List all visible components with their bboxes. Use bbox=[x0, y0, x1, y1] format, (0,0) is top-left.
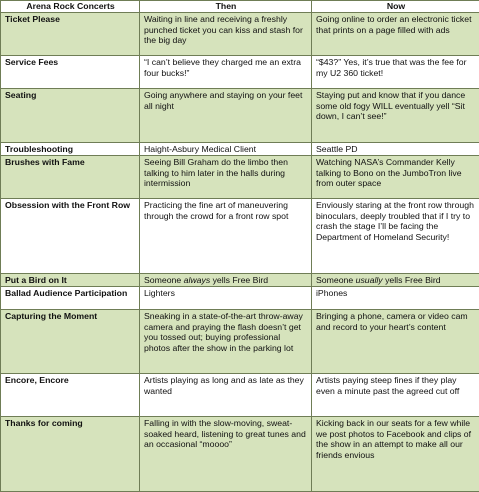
table-row bbox=[1, 89, 479, 143]
table-body bbox=[1, 13, 479, 492]
then-cell: Lighters bbox=[140, 287, 312, 310]
now-cell: iPhones bbox=[312, 287, 479, 310]
then-emphasis: always bbox=[184, 275, 211, 285]
row-topic: Service Fees bbox=[1, 56, 140, 89]
now-cell: “$43?” Yes, it’s true that was the fee for my U2 360 ticket! bbox=[312, 56, 479, 89]
now-cell: Seattle PD bbox=[312, 143, 479, 156]
now-cell: Going online to order an electronic ticket that prints on a page filled with ads bbox=[312, 13, 479, 56]
row-topic: Ticket Please bbox=[1, 13, 140, 56]
table-header bbox=[1, 1, 479, 13]
row-topic: Ballad Audience Participation bbox=[1, 287, 140, 310]
row-topic: Brushes with Fame bbox=[1, 156, 140, 199]
row-topic: Put a Bird on It bbox=[1, 274, 140, 287]
now-cell: Watching NASA’s Commander Kelly talking to Bono on the JumboTron live from outer space bbox=[312, 156, 479, 199]
row-topic: Encore, Encore bbox=[1, 374, 140, 417]
then-cell: Practicing the fine art of maneuvering through the crowd for a front row spot bbox=[140, 199, 312, 274]
table-row bbox=[1, 156, 479, 199]
then-cell: Waiting in line and receiving a freshly punched ticket you can kiss and stash for the big day bbox=[140, 13, 312, 56]
now-cell: Bringing a phone, camera or video cam and record to your heart’s content bbox=[312, 310, 479, 374]
then-cell bbox=[140, 274, 312, 287]
now-cell: Staying put and know that if you dance some old fogy WILL eventually yell “Sit down, I can’t see!” bbox=[312, 89, 479, 143]
then-cell: Seeing Bill Graham do the limbo then talking to him later in the halls during intermission bbox=[140, 156, 312, 199]
table-row bbox=[1, 56, 479, 89]
header-topic: Arena Rock Concerts bbox=[1, 1, 140, 13]
row-topic: Capturing the Moment bbox=[1, 310, 140, 374]
table-row bbox=[1, 287, 479, 310]
row-topic: Thanks for coming bbox=[1, 417, 140, 492]
then-cell: “I can’t believe they charged me an extra four bucks!” bbox=[140, 56, 312, 89]
table-row bbox=[1, 274, 479, 287]
then-text-end: yells Free Bird bbox=[210, 275, 268, 285]
now-cell: Enviously staring at the front row through binoculars, deeply troubled that if I try to crash the stage I’ll be facing the Department of Homeland Security! bbox=[312, 199, 479, 274]
header-now: Now bbox=[312, 1, 479, 13]
table-row bbox=[1, 199, 479, 274]
table-row bbox=[1, 374, 479, 417]
then-cell: Sneaking in a state-of-the-art throw-away camera and praying the flash doesn’t get you tossed out; buying professional photos after the show in the parking lot bbox=[140, 310, 312, 374]
then-cell: Haight-Asbury Medical Client bbox=[140, 143, 312, 156]
row-topic: Obsession with the Front Row bbox=[1, 199, 140, 274]
now-cell: Artists paying steep fines if they play even a minute past the agreed cut off bbox=[312, 374, 479, 417]
then-cell: Artists playing as long and as late as they wanted bbox=[140, 374, 312, 417]
now-text-end: yells Free Bird bbox=[383, 275, 441, 285]
then-text-start: Someone bbox=[144, 275, 184, 285]
then-cell: Falling in with the slow-moving, sweat-soaked heard, listening to great tunes and an occasional “moooo” bbox=[140, 417, 312, 492]
then-cell: Going anywhere and staying on your feet all night bbox=[140, 89, 312, 143]
header-then: Then bbox=[140, 1, 312, 13]
table-row bbox=[1, 417, 479, 492]
now-cell bbox=[312, 274, 479, 287]
table-row bbox=[1, 13, 479, 56]
table-row bbox=[1, 143, 479, 156]
table-row bbox=[1, 310, 479, 374]
row-topic: Seating bbox=[1, 89, 140, 143]
header-row bbox=[1, 1, 479, 13]
now-text-start: Someone bbox=[316, 275, 356, 285]
now-cell: Kicking back in our seats for a few while we post photos to Facebook and clips of the show in an attempt to make all our friends envious bbox=[312, 417, 479, 492]
row-topic: Troubleshooting bbox=[1, 143, 140, 156]
now-emphasis: usually bbox=[356, 275, 383, 285]
